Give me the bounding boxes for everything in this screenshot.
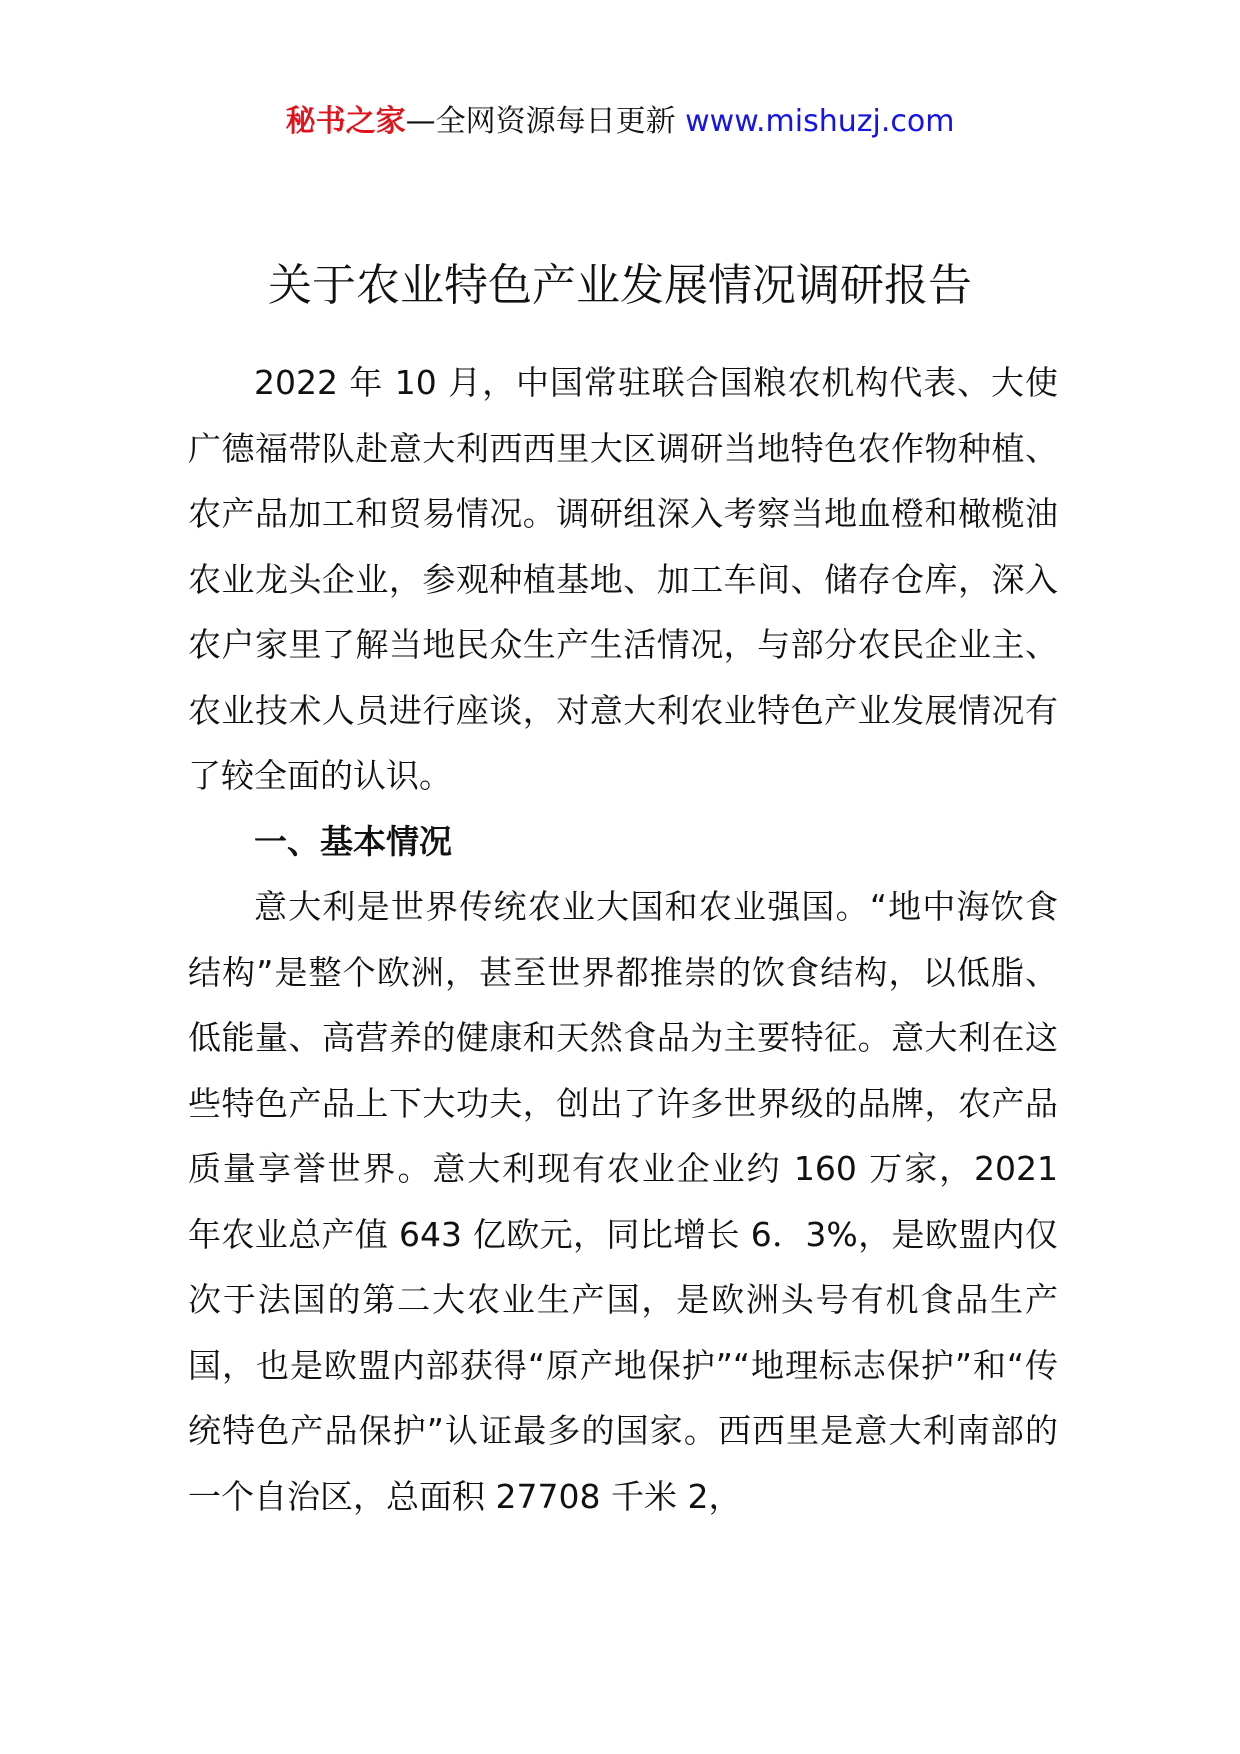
document-title: 关于农业特色产业发展情况调研报告 (268, 260, 972, 311)
basic-situation-paragraph: 意大利是世界传统农业大国和农业强国。“地中海饮食结构”是整个欧洲，甚至世界都推崇的饮食结构，以低脂、低能量、高营养的健康和天然食品为主要特征。意大利在这些特色产品上下大功夫，创出了许多世界级的品牌，农产品质量享誉世界。意大利现有农业企业约 160 万家，2021 年农业总产值 643 亿欧元，同比增长 6．3%，是欧盟内仅次于法国的第二大农业生产国，是欧洲头号有机食品生产国，也是欧盟内部获得“原产地保护”“地理标志保护”和“传统特色产品保护”认证最多的国家。西西里是意大利南部的一个自治区，总面积 27708 千米 2， (188, 887, 1058, 1516)
section-heading-basic-situation: 一、基本情况 (254, 821, 452, 861)
site-url-link[interactable]: www.mishuzj.com (685, 104, 955, 139)
intro-paragraph: 2022 年 10 月，中国常驻联合国粮农机构代表、大使广德福带队赴意大利西西里大区调研当地特色农作物种植、农产品加工和贸易情况。调研组深入考察当地血橙和橄榄油农业龙头企业，参观种植基地、加工车间、储存仓库，深入农户家里了解当地民众生产生活情况，与部分农民企业主、农业技术人员进行座谈，对意大利农业特色产业发展情况有了较全面的认识。 (188, 363, 1058, 795)
page-header (0, 100, 1240, 144)
header-slogan: —全网资源每日更新 (405, 104, 676, 139)
document-body (188, 350, 1058, 1529)
brand-name: 秘书之家 (285, 104, 406, 139)
